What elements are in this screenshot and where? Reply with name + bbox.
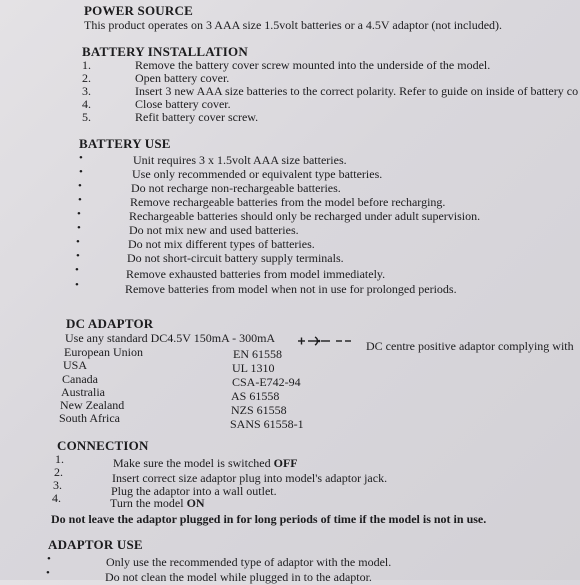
list-item: Only use the recommended type of adaptor with the model.: [106, 555, 392, 569]
standard-region: Canada: [62, 372, 98, 386]
step-text: Close battery cover.: [135, 97, 231, 111]
standard-code: CSA-E742-94: [232, 375, 301, 389]
list-item: Do not short-circuit battery supply terminals.: [127, 251, 344, 265]
step-text: Remove the battery cover screw mounted into the underside of the model.: [135, 58, 491, 72]
polarity-note: DC centre positive adaptor complying with: [366, 339, 574, 353]
bullet: •: [46, 567, 50, 579]
battery-use-heading: BATTERY USE: [79, 136, 171, 151]
bullet: •: [76, 250, 80, 262]
step-text: Insert 3 new AAA size batteries to the correct polarity. Refer to guide on inside of battery co: [135, 84, 579, 98]
dc-adaptor-heading: DC ADAPTOR: [66, 316, 154, 331]
standard-region: USA: [63, 358, 88, 372]
list-item: Do not recharge non-rechargeable batteries.: [131, 181, 341, 195]
step-number: 2.: [82, 71, 91, 85]
list-item: Unit requires 3 x 1.5volt AAA size batteries.: [133, 153, 347, 167]
standard-code: UL 1310: [232, 361, 275, 375]
step-text: Open battery cover.: [135, 71, 230, 85]
step-number: 3.: [53, 478, 62, 492]
bullet: •: [75, 264, 79, 276]
bullet: •: [79, 152, 83, 164]
step-text: Make sure the model is switched OFF: [113, 456, 298, 470]
list-item: Do not mix different types of batteries.: [128, 237, 315, 251]
step-number: 1.: [82, 58, 91, 72]
list-item: Remove exhausted batteries from model immediately.: [126, 267, 386, 281]
list-item: Remove rechargeable batteries from the model before recharging.: [130, 195, 446, 209]
standard-region: European Union: [64, 345, 143, 359]
bullet: •: [79, 166, 83, 178]
connection-heading: CONNECTION: [57, 438, 149, 453]
step-emphasis: OFF: [273, 456, 298, 470]
step-text: Refit battery cover screw.: [135, 110, 259, 124]
polarity-symbol-icon: [297, 334, 353, 348]
bullet: •: [77, 208, 81, 220]
bullet: •: [78, 194, 82, 206]
adaptor-use-heading: ADAPTOR USE: [48, 537, 143, 552]
bullet: •: [47, 553, 51, 565]
battery-installation-heading: BATTERY INSTALLATION: [82, 44, 248, 59]
standard-code: SANS 61558-1: [230, 417, 304, 431]
list-item: Rechargeable batteries should only be recharged under adult supervision.: [129, 209, 481, 223]
connection-warning: Do not leave the adaptor plugged in for long periods of time if the model is not in use.: [51, 512, 487, 526]
list-item: Remove batteries from model when not in use for prolonged periods.: [125, 282, 457, 296]
standard-code: EN 61558: [233, 347, 282, 361]
step-text: Insert correct size adaptor plug into model's adaptor jack.: [112, 471, 388, 485]
standard-region: Australia: [61, 385, 105, 399]
standard-code: NZS 61558: [231, 403, 287, 417]
bullet: •: [77, 222, 81, 234]
step-number: 2.: [54, 465, 63, 479]
step-number: 3.: [82, 84, 91, 98]
standard-region: New Zealand: [60, 398, 125, 412]
bullet: •: [76, 236, 80, 248]
standard-region: South Africa: [59, 411, 120, 425]
list-item: Do not mix new and used batteries.: [129, 223, 299, 237]
dc-adaptor-intro: Use any standard DC4.5V 150mA - 300mA: [65, 331, 276, 345]
step-emphasis: ON: [186, 496, 205, 510]
step-number: 4.: [52, 491, 61, 505]
power-source-heading: POWER SOURCE: [84, 3, 193, 18]
bullet: •: [75, 279, 79, 291]
step-number: 4.: [82, 97, 91, 111]
power-source-text: This product operates on 3 AAA size 1.5volt batteries or a 4.5V adaptor (not included).: [84, 18, 503, 32]
step-number: 1.: [55, 452, 64, 466]
step-text: Turn the model ON: [110, 496, 205, 510]
step-number: 5.: [82, 110, 91, 124]
list-item: Do not clean the model while plugged in to the adaptor.: [105, 570, 372, 584]
standard-code: AS 61558: [231, 389, 280, 403]
step-text: Plug the adaptor into a wall outlet.: [111, 484, 277, 498]
list-item: Use only recommended or equivalent type batteries.: [132, 167, 383, 181]
bullet: •: [78, 180, 82, 192]
